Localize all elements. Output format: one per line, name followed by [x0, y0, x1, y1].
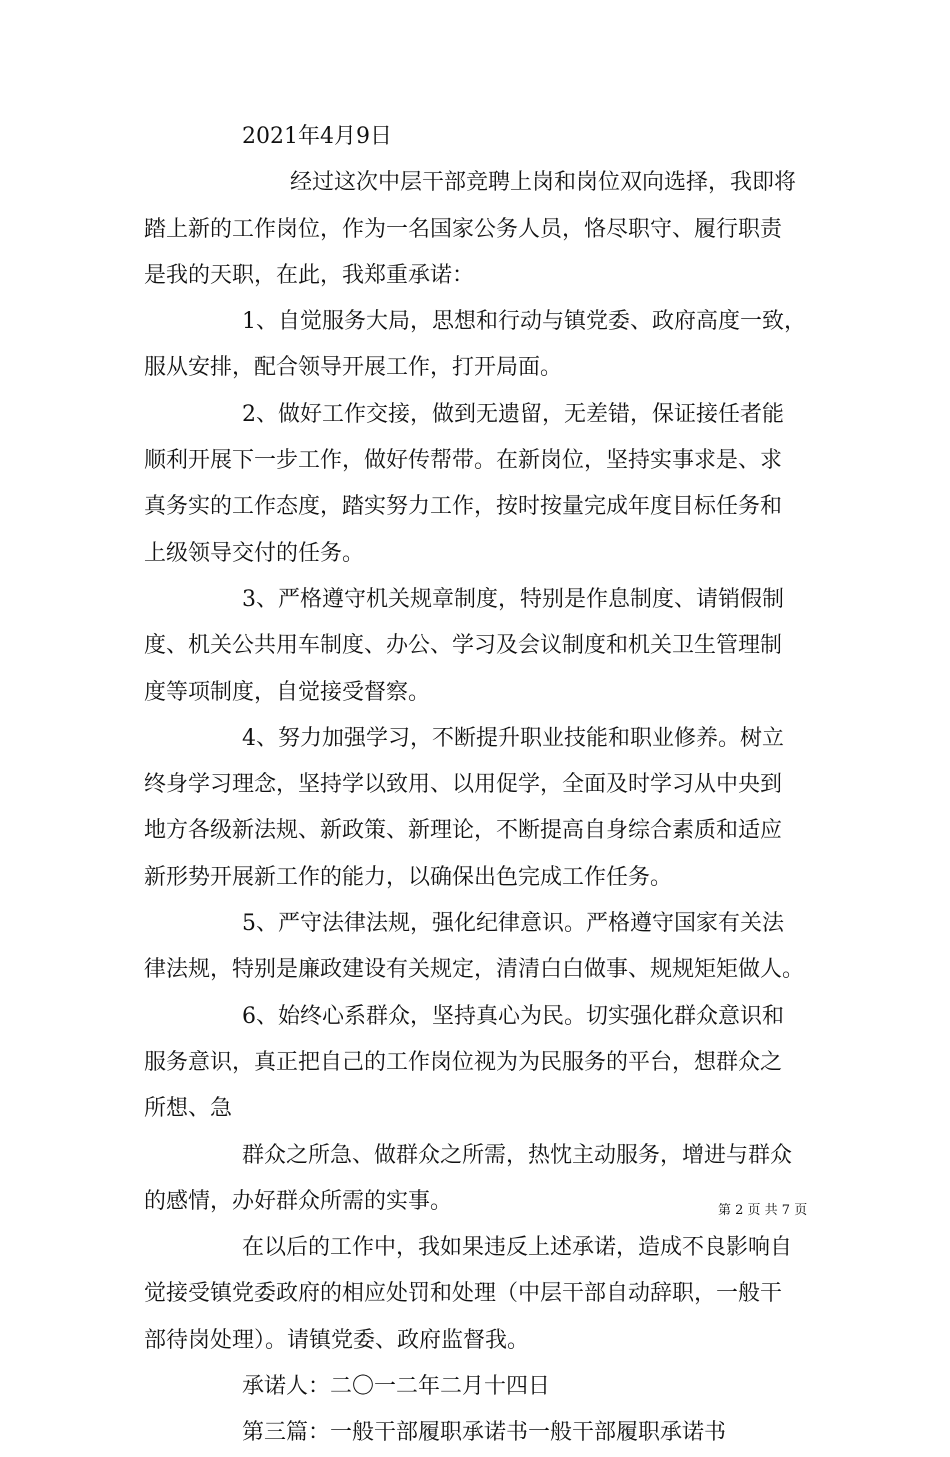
text-line: 1、自觉服务大局，思想和行动与镇党委、政府高度一致，	[242, 309, 806, 335]
text-line: 顺利开展下一步工作，做好传帮带。在新岗位，坚持实事求是、求	[144, 448, 783, 474]
document-date: 2021年4月9日	[242, 124, 392, 149]
text-line: 是我的天职，在此，我郑重承诺：	[144, 262, 475, 288]
text-line: 部待岗处理）。请镇党委、政府监督我。	[144, 1327, 530, 1353]
document-body	[144, 114, 808, 1457]
text-line: 度、机关公共用车制度、办公、学习及会议制度和机关卫生管理制	[144, 633, 783, 659]
text-line: 服务意识，真正把自己的工作岗位视为为民服务的平台，想群众之	[144, 1049, 783, 1075]
text-line: 的感情，办好群众所需的实事。	[144, 1188, 453, 1214]
text-line: 度等项制度，自觉接受督察。	[144, 679, 431, 705]
text-line: 5、严守法律法规，强化纪律意识。严格遵守国家有关法	[242, 911, 784, 937]
page-number: 第 2 页 共 7 页	[718, 1203, 808, 1218]
text-line: 6、始终心系群众，坚持真心为民。切实强化群众意识和	[242, 1003, 784, 1029]
text-line: 终身学习理念，坚持学以致用、以用促学，全面及时学习从中央到	[144, 772, 783, 798]
text-line: 觉接受镇党委政府的相应处罚和处理（中层干部自动辞职，一般干	[144, 1281, 783, 1307]
text-line: 经过这次中层干部竞聘上岗和岗位双向选择，我即将	[290, 170, 797, 196]
text-line: 上级领导交付的任务。	[144, 540, 365, 566]
text-line: 3、严格遵守机关规章制度，特别是作息制度、请销假制	[242, 586, 784, 612]
text-line: 在以后的工作中，我如果违反上述承诺，造成不良影响自	[242, 1235, 793, 1261]
text-line: 真务实的工作态度，踏实努力工作，按时按量完成年度目标任务和	[144, 494, 783, 520]
text-line: 踏上新的工作岗位，作为一名国家公务人员，恪尽职守、履行职责	[144, 216, 783, 242]
document-text	[144, 160, 808, 1456]
text-line: 4、努力加强学习，不断提升职业技能和职业修养。树立	[242, 725, 784, 751]
text-line: 承诺人：二〇一二年二月十四日	[242, 1374, 551, 1400]
text-line: 服从安排，配合领导开展工作，打开局面。	[144, 355, 563, 381]
text-line: 地方各级新法规、新政策、新理论，不断提高自身综合素质和适应	[144, 818, 783, 844]
text-line: 第三篇：一般干部履职承诺书一般干部履职承诺书	[242, 1420, 727, 1446]
text-line: 群众之所急、做群众之所需，热忱主动服务，增进与群众	[242, 1142, 793, 1168]
text-line: 律法规，特别是廉政建设有关规定，清清白白做事、规规矩矩做人。	[144, 957, 805, 983]
text-line: 新形势开展新工作的能力，以确保出色完成工作任务。	[144, 864, 673, 890]
text-line: 2、做好工作交接，做到无遗留，无差错，保证接任者能	[242, 401, 784, 427]
text-line: 所想、急	[144, 1096, 233, 1122]
